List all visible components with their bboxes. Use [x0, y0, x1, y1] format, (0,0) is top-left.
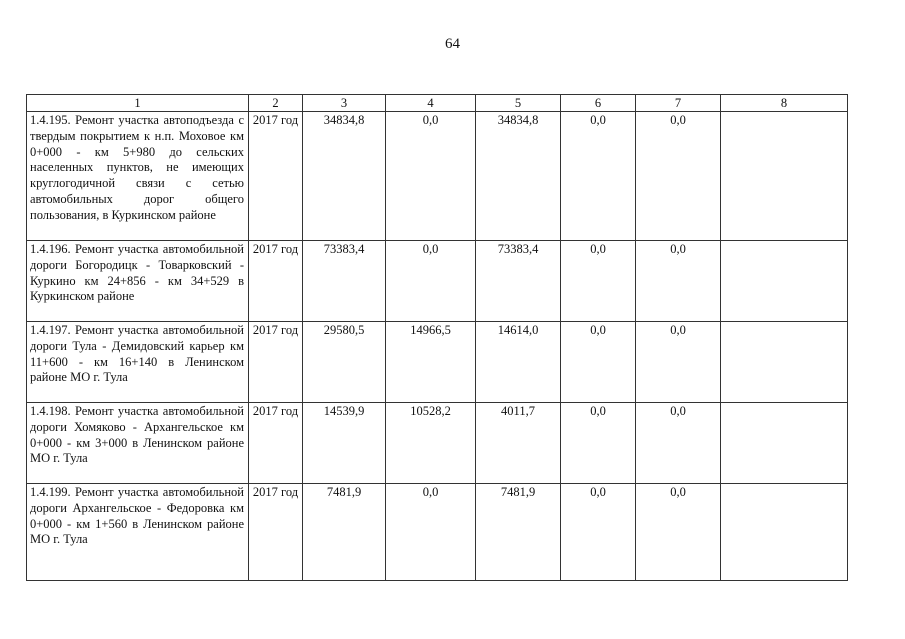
cell-col5: 14614,0 [476, 322, 561, 403]
column-header: 7 [636, 95, 721, 112]
cell-col3: 7481,9 [303, 484, 386, 581]
row-description: 1.4.199. Ремонт участка автомобильной дороги Архангельское - Федоровка км 0+000 - км 1+560 в Ленинском районе МО г. Тула [27, 484, 249, 581]
cell-col3: 73383,4 [303, 241, 386, 322]
cell-col8 [721, 322, 848, 403]
cell-col8 [721, 112, 848, 241]
cell-col4: 14966,5 [386, 322, 476, 403]
cell-col8 [721, 403, 848, 484]
cell-col4: 0,0 [386, 112, 476, 241]
row-description: 1.4.195. Ремонт участка автоподъезда с твердым покрытием к н.п. Моховое км 0+000 - км 5+980 до сельских населенных пунктов, не имеющих круглогодичной связи с сетью автомобильных дорог общего пользования, в Куркинском районе [27, 112, 249, 241]
cell-col8 [721, 241, 848, 322]
cell-col7: 0,0 [636, 241, 721, 322]
cell-col5: 73383,4 [476, 241, 561, 322]
row-year: 2017 год [249, 403, 303, 484]
cell-col8 [721, 484, 848, 581]
column-header: 6 [561, 95, 636, 112]
table-row [27, 484, 848, 581]
column-header: 2 [249, 95, 303, 112]
column-header: 3 [303, 95, 386, 112]
cell-col3: 34834,8 [303, 112, 386, 241]
row-year: 2017 год [249, 112, 303, 241]
header-row [27, 95, 848, 112]
cell-col3: 29580,5 [303, 322, 386, 403]
cell-col5: 4011,7 [476, 403, 561, 484]
column-header: 1 [27, 95, 249, 112]
table-row [27, 322, 848, 403]
page-number: 64 [445, 36, 460, 52]
column-header: 8 [721, 95, 848, 112]
cell-col7: 0,0 [636, 484, 721, 581]
cell-col3: 14539,9 [303, 403, 386, 484]
cell-col6: 0,0 [561, 403, 636, 484]
row-year: 2017 год [249, 322, 303, 403]
column-header: 5 [476, 95, 561, 112]
column-header: 4 [386, 95, 476, 112]
cell-col5: 7481,9 [476, 484, 561, 581]
cell-col6: 0,0 [561, 241, 636, 322]
cell-col4: 0,0 [386, 241, 476, 322]
cell-col7: 0,0 [636, 112, 721, 241]
cell-col6: 0,0 [561, 484, 636, 581]
row-description: 1.4.196. Ремонт участка автомобильной дороги Богородицк - Товарковский - Куркино км 24+856 - км 34+529 в Куркинском районе [27, 241, 249, 322]
data-table [26, 94, 848, 581]
cell-col7: 0,0 [636, 322, 721, 403]
table-row [27, 403, 848, 484]
table-row [27, 241, 848, 322]
cell-col7: 0,0 [636, 403, 721, 484]
cell-col6: 0,0 [561, 322, 636, 403]
cell-col5: 34834,8 [476, 112, 561, 241]
cell-col6: 0,0 [561, 112, 636, 241]
table-row [27, 112, 848, 241]
row-description: 1.4.198. Ремонт участка автомобильной дороги Хомяково - Архангельское км 0+000 - км 3+000 в Ленинском районе МО г. Тула [27, 403, 249, 484]
cell-col4: 10528,2 [386, 403, 476, 484]
row-description: 1.4.197. Ремонт участка автомобильной дороги Тула - Демидовский карьер км 11+600 - км 16+140 в Ленинском районе МО г. Тула [27, 322, 249, 403]
row-year: 2017 год [249, 484, 303, 581]
cell-col4: 0,0 [386, 484, 476, 581]
row-year: 2017 год [249, 241, 303, 322]
